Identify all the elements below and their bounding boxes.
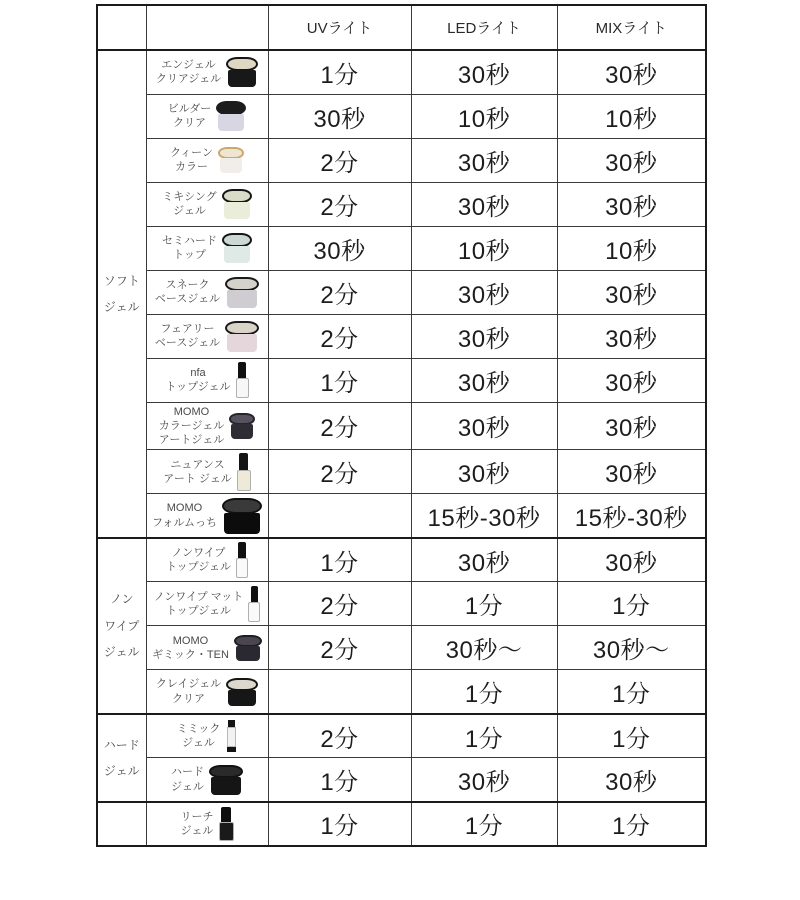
product-cell [146, 270, 268, 314]
led-time-cell: 30秒 [411, 402, 557, 450]
table-row [97, 450, 706, 494]
product-bottle-icon [236, 542, 248, 578]
uv-time-cell: 2分 [268, 714, 411, 758]
product-cell [146, 314, 268, 358]
product-bottle-icon [237, 453, 251, 491]
table-row [97, 538, 706, 582]
product-cell [146, 538, 268, 582]
uv-time-cell: 2分 [268, 270, 411, 314]
product-cell [146, 802, 268, 846]
uv-time-cell [268, 494, 411, 538]
product-cell [146, 582, 268, 626]
product-bottle-icon [236, 362, 249, 398]
product-name: フェアリー ベースジェル [154, 322, 221, 349]
table-row [97, 94, 706, 138]
table-row [97, 226, 706, 270]
product-cell [146, 714, 268, 758]
uv-time-cell: 30秒 [268, 226, 411, 270]
led-time-cell: 1分 [411, 670, 557, 714]
product-jar-icon [225, 277, 259, 308]
category-cell [97, 802, 146, 846]
mix-time-cell: 30秒 [557, 270, 706, 314]
product-name: ビルダー クリア [167, 102, 212, 129]
led-time-cell: 30秒 [411, 758, 557, 802]
mix-time-cell: 30秒 [557, 50, 706, 94]
mix-time-cell: 30秒 [557, 402, 706, 450]
product-cell [146, 670, 268, 714]
product-jar-icon [222, 189, 252, 219]
mix-time-cell: 15秒-30秒 [557, 494, 706, 538]
led-time-cell: 30秒 [411, 50, 557, 94]
product-name: ノンワイプ マット トップジェル [153, 590, 244, 617]
product-cell [146, 226, 268, 270]
uv-time-cell: 1分 [268, 358, 411, 402]
category-label: ワイプ [104, 618, 140, 633]
category-cell [97, 538, 146, 714]
category-label: ソフト [103, 273, 140, 288]
product-cell [146, 626, 268, 670]
uv-time-cell: 2分 [268, 138, 411, 182]
category-label: ジェル [103, 645, 140, 660]
table-row [97, 50, 706, 94]
category-label: ノン [109, 592, 134, 607]
table-row [97, 358, 706, 402]
mix-time-cell: 30秒 [557, 538, 706, 582]
product-jar-icon [218, 147, 244, 173]
product-jar-icon [216, 101, 246, 131]
header-mix-light: MIXライト [557, 5, 706, 50]
product-cell [146, 758, 268, 802]
category-label: ジェル [103, 763, 140, 778]
product-name: MOMO フォルムっち [151, 502, 218, 529]
category-cell [97, 50, 146, 538]
uv-time-cell: 2分 [268, 314, 411, 358]
led-time-cell: 30秒 [411, 138, 557, 182]
table-row [97, 138, 706, 182]
led-time-cell: 30秒 [411, 538, 557, 582]
mix-time-cell: 30秒 [557, 758, 706, 802]
table-row [97, 270, 706, 314]
category-label: ジェル [103, 299, 140, 314]
product-bottle-icon [248, 586, 260, 622]
product-name: エンジェル クリアジェル [155, 58, 222, 86]
table-row [97, 182, 706, 226]
product-jar-icon [229, 413, 255, 439]
led-time-cell: 30秒 [411, 358, 557, 402]
table-row [97, 714, 706, 758]
product-jar-icon [209, 765, 243, 795]
product-cell [146, 182, 268, 226]
table-row [97, 670, 706, 714]
mix-time-cell: 1分 [557, 582, 706, 626]
product-jar-icon [226, 678, 258, 706]
mix-time-cell: 1分 [557, 802, 706, 846]
led-time-cell: 30秒 [411, 182, 557, 226]
product-jar-icon [226, 57, 258, 87]
product-jar-icon [222, 233, 252, 263]
table-row [97, 494, 706, 538]
mix-time-cell: 30秒 [557, 138, 706, 182]
led-time-cell: 30秒〜 [411, 626, 557, 670]
mix-time-cell: 10秒 [557, 94, 706, 138]
uv-time-cell: 1分 [268, 758, 411, 802]
header-blank-product [146, 5, 268, 50]
header-blank-category [97, 5, 146, 50]
curing-time-table [96, 4, 707, 847]
uv-time-cell: 2分 [268, 450, 411, 494]
uv-time-cell: 1分 [268, 50, 411, 94]
product-cell [146, 94, 268, 138]
product-name: ミミック ジェル [176, 722, 221, 750]
uv-time-cell: 1分 [268, 538, 411, 582]
header-row [97, 5, 706, 50]
product-name: スネーク ベースジェル [154, 278, 221, 305]
header-led-light: LEDライト [411, 5, 557, 50]
header-uv-light: UVライト [268, 5, 411, 50]
product-name: ノンワイプ トップジェル [165, 546, 231, 574]
led-time-cell: 1分 [411, 582, 557, 626]
led-time-cell: 30秒 [411, 314, 557, 358]
product-name: MOMO ギミック・TEN [152, 634, 229, 661]
table-row [97, 758, 706, 802]
product-bottle-icon [219, 807, 234, 841]
led-time-cell: 10秒 [411, 94, 557, 138]
product-name: ハード ジェル [171, 766, 204, 793]
uv-time-cell: 2分 [268, 582, 411, 626]
product-tube-icon [225, 720, 237, 752]
uv-time-cell: 30秒 [268, 94, 411, 138]
mix-time-cell: 10秒 [557, 226, 706, 270]
table-row [97, 802, 706, 846]
product-cell [146, 138, 268, 182]
product-name: ミキシング ジェル [162, 190, 217, 217]
mix-time-cell: 30秒 [557, 358, 706, 402]
product-name: クィーン カラー [170, 146, 213, 173]
product-name: リーチ ジェル [180, 810, 214, 837]
category-label: ハード [103, 737, 140, 752]
table-body [97, 50, 706, 846]
uv-time-cell: 2分 [268, 182, 411, 226]
mix-time-cell: 1分 [557, 670, 706, 714]
led-time-cell: 30秒 [411, 450, 557, 494]
product-jar-icon [234, 635, 262, 661]
category-cell [97, 714, 146, 802]
mix-time-cell: 30秒 [557, 182, 706, 226]
product-cell [146, 494, 268, 538]
product-name: nfa トップジェル [165, 366, 231, 393]
product-name: クレイジェル クリア [155, 678, 222, 705]
product-cell [146, 50, 268, 94]
table-row [97, 582, 706, 626]
product-jar-icon [222, 498, 262, 534]
table-row [97, 314, 706, 358]
product-cell [146, 450, 268, 494]
mix-time-cell: 30秒 [557, 314, 706, 358]
product-cell [146, 358, 268, 402]
product-name: セミハード トップ [162, 234, 217, 261]
mix-time-cell: 30秒〜 [557, 626, 706, 670]
led-time-cell: 1分 [411, 802, 557, 846]
mix-time-cell: 30秒 [557, 450, 706, 494]
led-time-cell: 1分 [411, 714, 557, 758]
table-header [97, 5, 706, 50]
product-name: ニュアンス アート ジェル [163, 458, 232, 485]
led-time-cell: 30秒 [411, 270, 557, 314]
uv-time-cell: 2分 [268, 402, 411, 450]
led-time-cell: 10秒 [411, 226, 557, 270]
mix-time-cell: 1分 [557, 714, 706, 758]
led-time-cell: 15秒-30秒 [411, 494, 557, 538]
uv-time-cell [268, 670, 411, 714]
product-name: MOMO カラージェル アートジェル [158, 405, 225, 447]
product-cell [146, 402, 268, 450]
uv-time-cell: 1分 [268, 802, 411, 846]
uv-time-cell: 2分 [268, 626, 411, 670]
table-row [97, 626, 706, 670]
table-row [97, 402, 706, 450]
product-jar-icon [225, 321, 259, 352]
